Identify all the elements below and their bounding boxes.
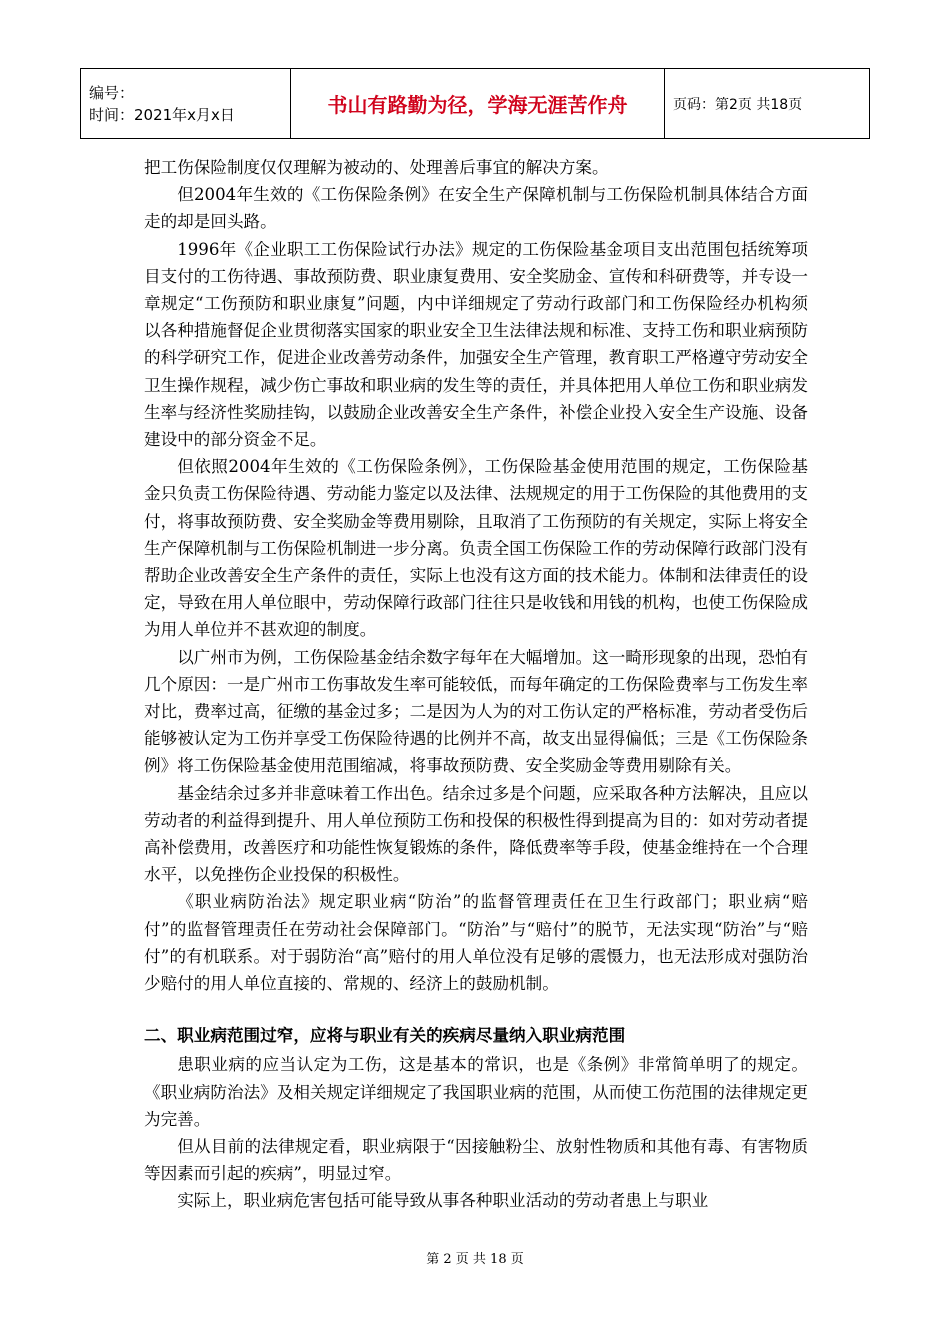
section-paragraph-3: 实际上，职业病危害包括可能导致从事各种职业活动的劳动者患上与职业	[177, 1191, 709, 1211]
section-paragraph-2: 但从目前的法律规定看，职业病限于“因接触粉尘、放射性物质和其他有毒、有害物质等因素而引起的疾病”，明显过窄。	[144, 1136, 808, 1184]
section-heading: 二、职业病范围过窄，应将与职业有关的疾病尽量纳入职业病范围	[144, 1026, 626, 1046]
body-paragraph-2: 但2004年生效的《工伤保险条例》在安全生产保障机制与工伤保险机制具体结合方面走的却是回头路。	[144, 185, 808, 232]
section-paragraph-1: 患职业病的应当认定为工伤，这是基本的常识，也是《条例》非常简单明了的规定。《职业病防治法》及相关规定详细规定了我国职业病的范围，从而使工伤范围的法律规定更为完善。	[144, 1055, 808, 1129]
body-paragraph-1: 把工伤保险制度仅仅理解为被动的、处理善后事宜的解决方案。	[144, 158, 609, 177]
page-footer: 第 2 页 共 18 页	[426, 1252, 524, 1267]
header-number-label: 编号：	[89, 83, 135, 102]
header-time-label: 时间：2021年x月x日	[89, 105, 235, 124]
document-body	[144, 154, 808, 1215]
body-paragraph-4: 但依照2004年生效的《工伤保险条例》，工伤保险基金使用范围的规定，工伤保险基金只负责工伤保险待遇、劳动能力鉴定以及法律、法规规定的用于工伤保险的其他费用的支付，将事故预防费、安全奖励金等费用剔除，且取消了工伤预防的有关规定，实际上将安全生产保障机制与工伤保险机制进一步分离。负责全国工伤保险工作的劳动保障行政部门没有帮助企业改善安全生产条件的责任，实际上也没有这方面的技术能力。体制和法律责任的设定，导致在用人单位眼中，劳动保障行政部门往往只是收钱和用钱的机构，也使工伤保险成为用人单位并不甚欢迎的制度。	[144, 457, 808, 640]
header-motto: 书山有路勤为径，学海无涯苦作舟	[291, 69, 665, 139]
body-paragraph-6: 基金结余过多并非意味着工作出色。结余过多是个问题，应采取各种方法解决，且应以劳动者的利益得到提升、用人单位预防工伤和投保的积极性得到提高为目的：如对劳动者提高补偿费用，改善医疗和功能性恢复锻炼的条件，降低费率等手段，使基金维持在一个合理水平，以免挫伤企业投保的积极性。	[144, 783, 808, 885]
body-paragraph-3: 1996年《企业职工工伤保险试行办法》规定的工伤保险基金项目支出范围包括统筹项目支付的工伤待遇、事故预防费、职业康复费用、安全奖励金、宣传和科研费等，并专设一章规定“工伤预防和职业康复”问题，内中详细规定了劳动行政部门和工伤保险经办机构须以各种措施督促企业贯彻落实国家的职业安全卫生法律法规和标准、支持工伤和职业病预防的科学研究工作，促进企业改善劳动条件，加强安全生产管理，教育职工严格遵守劳动安全卫生操作规程，减少伤亡事故和职业病的发生等的责任，并具体把用人单位工伤和职业病发生率与经济性奖励挂钩，以鼓励企业改善安全生产条件，补偿企业投入安全生产设施、设备建设中的部分资金不足。	[144, 239, 808, 450]
body-paragraph-7: 《职业病防治法》规定职业病“防治”的监督管理责任在卫生行政部门；职业病“赔付”的监督管理责任在劳动社会保障部门。“防治”与“赔付”的脱节，无法实现“防治”与“赔付”的有机联系。对于弱防治“高”赔付的用人单位没有足够的震慑力，也无法形成对强防治少赔付的用人单位直接的、常规的、经济上的鼓励机制。	[144, 892, 808, 994]
body-paragraph-5: 以广州市为例，工伤保险基金结余数字每年在大幅增加。这一畸形现象的出现，恐怕有几个原因：一是广州市工伤事故发生率可能较低，而每年确定的工伤保险费率与工伤发生率对比，费率过高，征缴的基金过多；二是因为人为的对工伤认定的严格标准，劳动者受伤后能够被认定为工伤并享受工伤保险待遇的比例并不高，故支出显得偏低；三是《工伤保险条例》将工伤保险基金使用范围缩减，将事故预防费、安全奖励金等费用剔除有关。	[144, 647, 808, 776]
document-header	[80, 68, 870, 139]
header-page-info: 页码：第2页 共18页	[665, 69, 870, 139]
header-meta-cell	[81, 69, 291, 139]
